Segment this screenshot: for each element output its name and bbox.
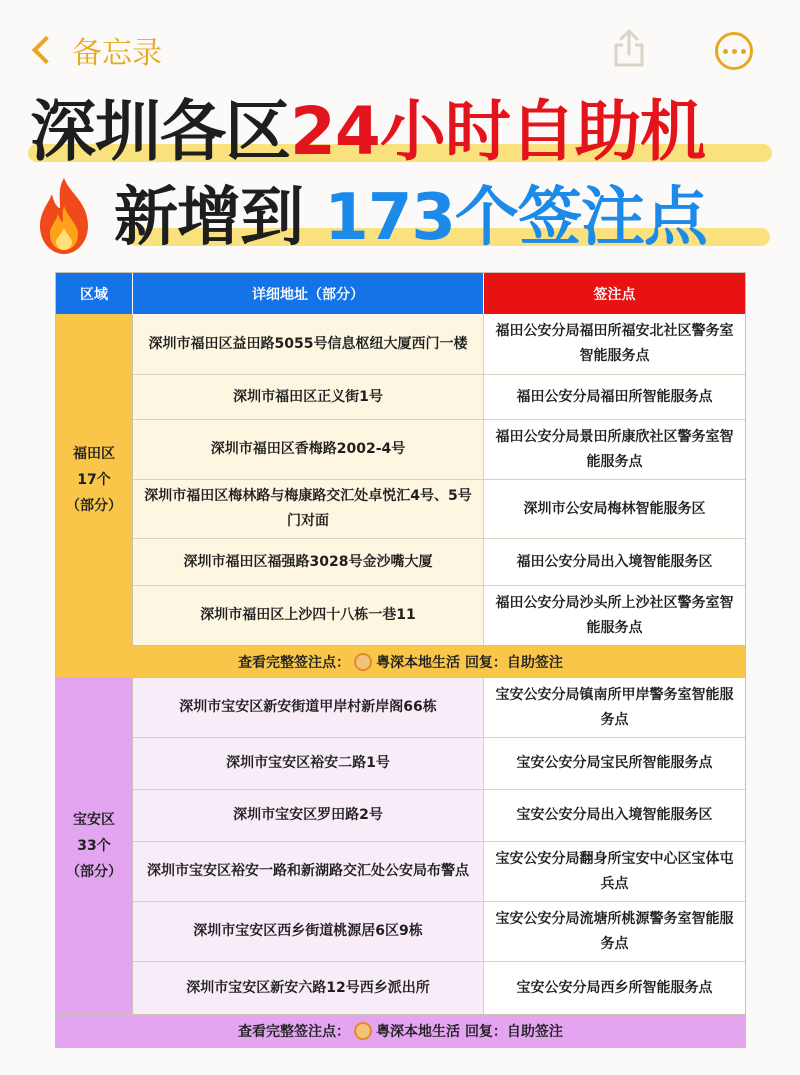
fire-icon xyxy=(32,176,96,256)
point-cell: 宝安公安分局翻身所宝安中心区宝体屯兵点 xyxy=(495,850,734,892)
region-footer xyxy=(56,1014,745,1047)
footer-prefix: 查看完整签注点： xyxy=(238,1024,351,1040)
table-row xyxy=(133,842,745,902)
address-cell: 深圳市福田区梅林路与梅康路交汇处卓悦汇4号、5号门对面 xyxy=(133,480,484,538)
address-cell: 深圳市宝安区裕安二路1号 xyxy=(133,738,484,789)
sign-points-table xyxy=(55,272,746,1048)
region-group-baoan xyxy=(56,678,745,1014)
point-cell: 福田公安分局福田所福安北社区警务室智能服务点 xyxy=(495,323,734,364)
navigation-bar xyxy=(0,0,800,90)
point-cell: 福田公安分局福田所智能服务点 xyxy=(516,388,713,405)
table-row xyxy=(133,790,745,842)
subtitle-black-text: 新增到 xyxy=(114,181,303,255)
face-emoji-icon xyxy=(354,653,372,671)
address-cell: 深圳市福田区上沙四十八栋一巷11 xyxy=(133,586,484,645)
subtitle-blue-text: 173个签注点 xyxy=(324,181,707,255)
header-address: 详细地址（部分） xyxy=(133,273,484,314)
footer-prefix: 查看完整签注点： xyxy=(238,654,351,671)
title-black-text: 深圳各区 xyxy=(30,93,290,170)
dot-icon xyxy=(732,49,737,54)
point-cell: 深圳市公安局梅林智能服务区 xyxy=(523,500,706,517)
point-cell: 福田公安分局沙头所上沙社区警务室智能服务点 xyxy=(495,594,734,636)
address-cell: 深圳市宝安区罗田路2号 xyxy=(133,790,484,841)
share-icon[interactable] xyxy=(612,28,646,68)
address-cell: 深圳市福田区福强路3028号金沙嘴大厦 xyxy=(133,539,484,585)
point-cell: 宝安公安分局镇南所甲岸警务室智能服务点 xyxy=(495,686,734,728)
address-cell: 深圳市宝安区新安六路12号西乡派出所 xyxy=(133,962,484,1014)
back-button[interactable] xyxy=(30,28,162,72)
point-cell: 福田公安分局出入境智能服务区 xyxy=(516,553,713,570)
table-row xyxy=(133,539,745,586)
region-group-futian xyxy=(56,314,745,645)
footer-account: 粤深本地生活 xyxy=(376,654,461,671)
address-cell: 深圳市福田区香梅路2002-4号 xyxy=(133,420,484,479)
address-cell: 深圳市福田区正义街1号 xyxy=(133,375,484,419)
region-name: 宝安区 xyxy=(73,812,115,828)
point-cell: 宝安公安分局宝民所智能服务点 xyxy=(516,755,713,771)
table-row xyxy=(133,480,745,539)
dot-icon xyxy=(741,49,746,54)
chevron-left-icon xyxy=(32,36,60,64)
table-row xyxy=(133,738,745,790)
point-cell: 宝安公安分局流塘所桃源警务室智能服务点 xyxy=(495,910,734,952)
page-title-line2 xyxy=(114,166,707,258)
table-row xyxy=(133,586,745,645)
table-row xyxy=(133,314,745,375)
footer-reply: 回复：自助签注 xyxy=(464,1024,563,1040)
table-row xyxy=(133,902,745,962)
point-cell: 福田公安分局景田所康欣社区警务室智能服务点 xyxy=(495,428,734,470)
table-row xyxy=(133,420,745,480)
region-note: （部分） xyxy=(66,497,122,514)
back-label: 备忘录 xyxy=(72,36,162,71)
point-cell: 宝安公安分局西乡所智能服务点 xyxy=(516,979,713,996)
footer-account: 粤深本地生活 xyxy=(376,1024,461,1040)
header-sign-point: 签注点 xyxy=(484,273,745,314)
page-title-line1 xyxy=(30,78,705,173)
header-region: 区域 xyxy=(56,273,133,314)
more-options-button[interactable] xyxy=(715,32,753,70)
region-footer xyxy=(56,645,745,678)
title-red-text: 24小时自助机 xyxy=(290,93,705,170)
table-header xyxy=(56,273,745,314)
region-note: （部分） xyxy=(66,864,122,880)
region-count: 17个 xyxy=(77,471,111,488)
point-cell: 宝安公安分局出入境智能服务区 xyxy=(516,807,713,823)
table-row xyxy=(133,678,745,738)
region-cell xyxy=(56,678,133,1014)
region-name: 福田区 xyxy=(73,445,115,462)
address-cell: 深圳市福田区益田路5055号信息枢纽大厦西门一楼 xyxy=(133,314,484,374)
table-row xyxy=(133,962,745,1014)
footer-reply: 回复：自助签注 xyxy=(464,654,563,671)
region-count: 33个 xyxy=(77,838,111,854)
face-emoji-icon xyxy=(354,1022,372,1040)
address-cell: 深圳市宝安区西乡街道桃源居6区9栋 xyxy=(133,902,484,961)
region-cell xyxy=(56,314,133,645)
address-cell: 深圳市宝安区新安街道甲岸村新岸阁66栋 xyxy=(133,678,484,737)
dot-icon xyxy=(723,49,728,54)
address-cell: 深圳市宝安区裕安一路和新湖路交汇处公安局布警点 xyxy=(133,842,484,901)
table-row xyxy=(133,375,745,420)
